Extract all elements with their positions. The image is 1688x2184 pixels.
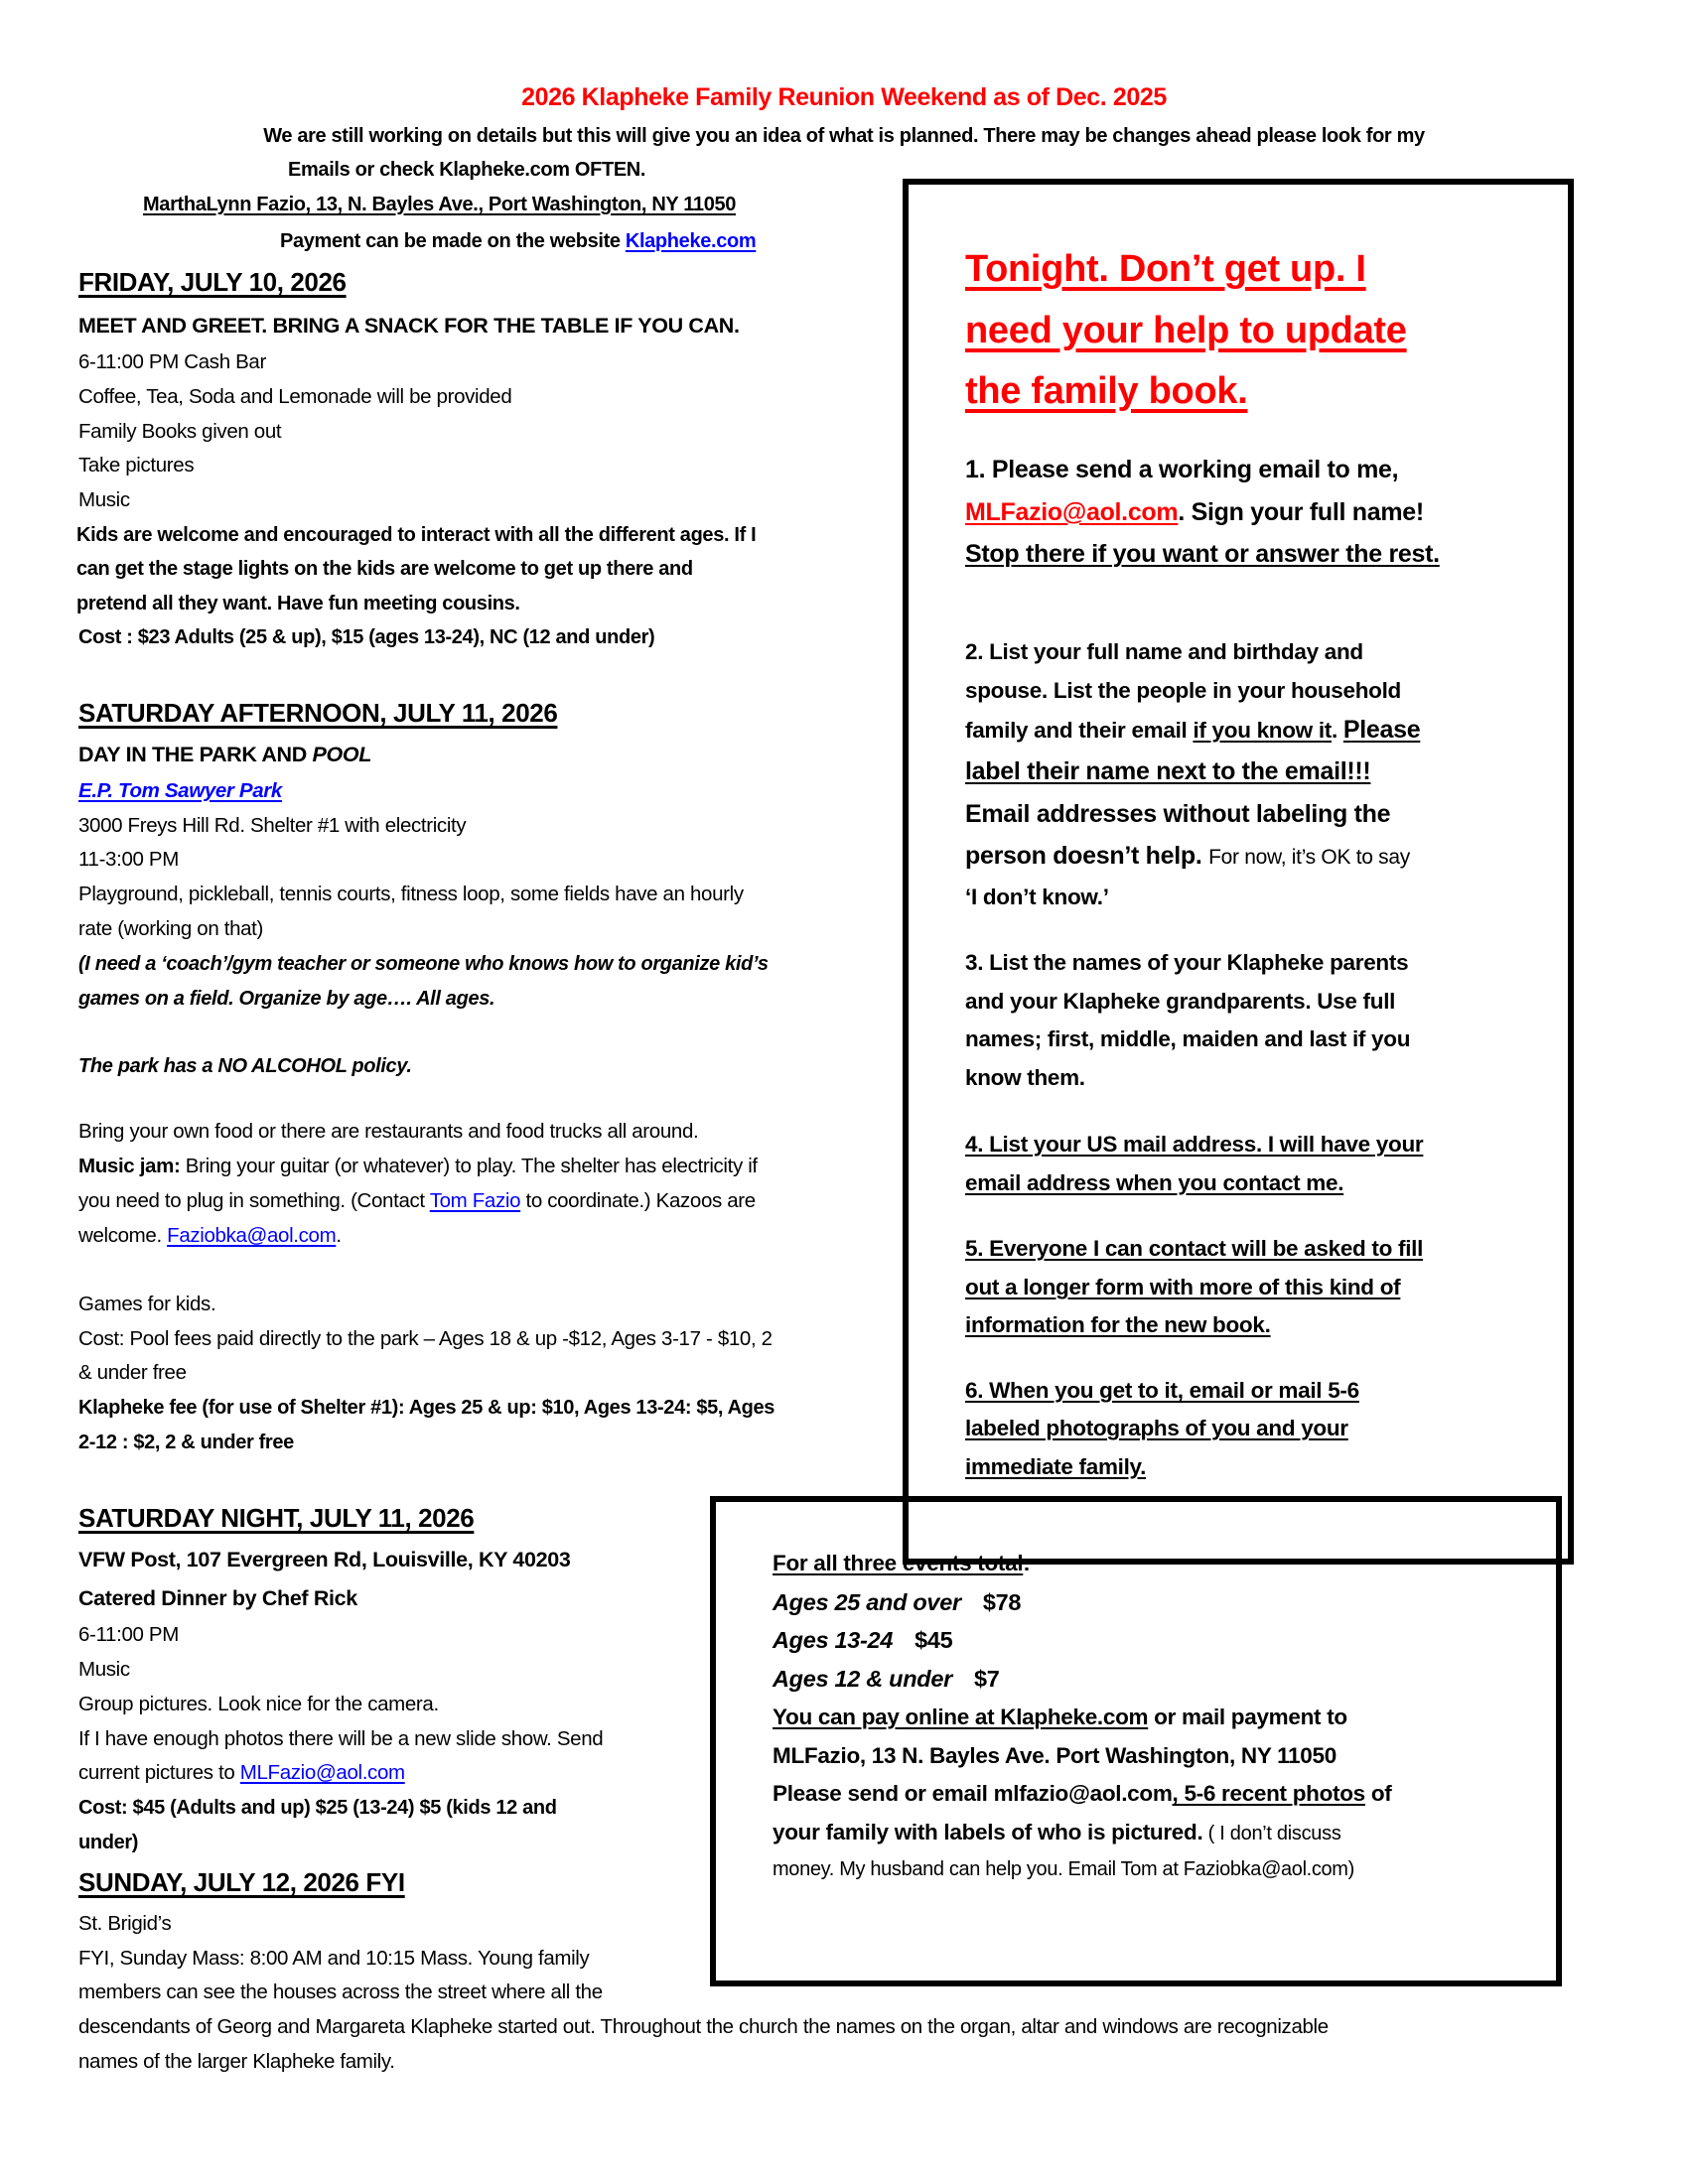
friday-heading: FRIDAY, JULY 10, 2026 xyxy=(78,267,347,297)
family-book-headline-1: Tonight. Don’t get up. I xyxy=(965,248,1366,290)
sunday-line-3: descendants of Georg and Margareta Klapheke started out. Throughout the church the names on the organ, altar and windows are recognizable xyxy=(78,2015,1329,2038)
music-jam-text: Bring your guitar (or whatever) to play. The shelter has electricity if xyxy=(180,1155,758,1177)
coach-request-line-2: games on a field. Organize by age…. All ages. xyxy=(78,988,495,1010)
pool-cost-line-1: Cost: Pool fees paid directly to the park – Ages 18 & up -$12, Ages 3-17 - $10, 2 xyxy=(78,1327,773,1350)
intro-line-2: Emails or check Klapheke.com OFTEN. xyxy=(288,159,646,181)
friday-line: Take pictures xyxy=(78,454,195,477)
dinner-time: 6-11:00 PM xyxy=(78,1623,179,1646)
item-2-text: person doesn’t help. xyxy=(965,842,1209,870)
group-pictures: Group pictures. Look nice for the camera. xyxy=(78,1693,439,1715)
no-alcohol-policy: The park has a NO ALCOHOL policy. xyxy=(78,1055,412,1077)
payment-note-text: Payment can be made on the website xyxy=(280,230,626,252)
item-2-underlined: if you know it xyxy=(1193,718,1332,743)
sunday-line-4: names of the larger Klapheke family. xyxy=(78,2050,395,2073)
park-amenities-line-2: rate (working on that) xyxy=(78,917,263,940)
photos-prefix: Please send or email mlfazio@aol.com xyxy=(773,1781,1173,1806)
sunday-line-1: FYI, Sunday Mass: 8:00 AM and 10:15 Mass. Young family xyxy=(78,1947,590,1970)
item-2-please: Please xyxy=(1342,716,1421,744)
music-jam-text: . xyxy=(336,1224,342,1247)
tom-fazio-link[interactable]: Tom Fazio xyxy=(429,1189,521,1212)
mlfazio-email-link[interactable]: MLFazio@aol.com xyxy=(239,1761,405,1784)
music-jam-text: welcome. xyxy=(78,1224,168,1247)
dinner-cost-line-2: under) xyxy=(78,1832,139,1853)
total-label xyxy=(773,1549,1030,1578)
subheading-text: DAY IN THE PARK AND xyxy=(78,743,313,766)
music-jam-line-2 xyxy=(78,1188,756,1214)
labels-note: ( I don’t discuss xyxy=(1202,1823,1341,1844)
shelter-fee-line-1: Klapheke fee (for use of Shelter #1): Ages 25 & up: $10, Ages 13-24: $5, Ages xyxy=(78,1397,775,1419)
price-row xyxy=(773,1587,1021,1617)
item-2-line-6 xyxy=(965,841,1410,873)
dinner-music: Music xyxy=(78,1658,130,1681)
friday-kids-line: can get the stage lights on the kids are welcome to get up there and xyxy=(76,558,693,580)
friday-kids-line: Kids are welcome and encouraged to interact with all the different ages. If I xyxy=(76,524,757,546)
music-jam-text: to coordinate.) Kazoos are xyxy=(520,1189,756,1212)
price-amount: $78 xyxy=(982,1589,1022,1615)
item-2-line-4: label their name next to the email!!! xyxy=(965,757,1371,785)
family-book-headline-3: the family book. xyxy=(965,370,1248,412)
friday-cost: Cost : $23 Adults (25 & up), $15 (ages 13-24), NC (12 and under) xyxy=(78,626,655,648)
item-3-line: know them. xyxy=(965,1065,1085,1090)
mlfazio-red-email-link[interactable]: MLFazio@aol.com xyxy=(965,498,1179,526)
faziobka-email-link[interactable]: Faziobka@aol.com xyxy=(167,1224,337,1247)
labels-line xyxy=(773,1818,1341,1848)
park-address: 3000 Freys Hill Rd. Shelter #1 with electricity xyxy=(78,814,467,837)
page-title: 2026 Klapheke Family Reunion Weekend as of Dec. 2025 xyxy=(521,83,1167,111)
photos-line xyxy=(773,1779,1391,1809)
saturday-night-heading: SATURDAY NIGHT, JULY 11, 2026 xyxy=(78,1503,475,1533)
item-1-text: . Sign your full name! xyxy=(1178,498,1424,526)
item-6-line: immediate family. xyxy=(965,1454,1147,1479)
item-3-line: and your Klapheke grandparents. Use full xyxy=(965,989,1396,1014)
price-amount: $45 xyxy=(914,1627,953,1653)
item-5-line: out a longer form with more of this kind of xyxy=(965,1275,1401,1299)
photos-underlined: , 5-6 recent photos xyxy=(1172,1781,1365,1806)
item-2-small: For now, it’s OK to say xyxy=(1208,846,1410,869)
price-amount: $7 xyxy=(973,1666,1000,1692)
friday-kids-line: pretend all they want. Have fun meeting cousins. xyxy=(76,593,520,614)
sunday-line-2: members can see the houses across the street where all the xyxy=(78,1980,603,2003)
friday-line: Family Books given out xyxy=(78,420,282,443)
organizer-address: MarthaLynn Fazio, 13, N. Bayles Ave., Port Washington, NY 11050 xyxy=(143,194,737,215)
pay-online-text[interactable]: You can pay online at Klapheke.com xyxy=(773,1705,1149,1729)
item-1-line-3: Stop there if you want or answer the rest. xyxy=(965,540,1440,568)
sunday-heading: SUNDAY, JULY 12, 2026 FYI xyxy=(78,1867,405,1897)
coach-request-line-1: (I need a ‘coach’/gym teacher or someone who knows how to organize kid’s xyxy=(78,953,769,975)
klapheke-website-link[interactable]: Klapheke.com xyxy=(625,230,757,252)
tom-sawyer-park-link[interactable]: E.P. Tom Sawyer Park xyxy=(78,779,282,802)
catered-dinner: Catered Dinner by Chef Rick xyxy=(78,1586,357,1610)
park-time: 11-3:00 PM xyxy=(78,848,179,871)
item-2-line-7: ‘I don’t know.’ xyxy=(965,885,1109,909)
pay-online-line xyxy=(773,1703,1347,1732)
item-6-line: labeled photographs of you and your xyxy=(965,1416,1348,1440)
labels-bold: your family with labels of who is pictured. xyxy=(773,1820,1203,1844)
item-2-line-5: Email addresses without labeling the xyxy=(965,800,1391,828)
price-label: Ages 25 and over xyxy=(773,1589,961,1615)
price-label: Ages 13-24 xyxy=(773,1627,894,1653)
church-name: St. Brigid’s xyxy=(78,1912,172,1935)
item-2-line-1: 2. List your full name and birthday and xyxy=(965,639,1363,664)
pay-online-suffix: or mail payment to xyxy=(1148,1705,1347,1729)
music-jam-line-3 xyxy=(78,1223,342,1249)
item-4-line: 4. List your US mail address. I will have your xyxy=(965,1132,1424,1157)
intro-line-1: We are still working on details but this will give you an idea of what is planned. There may be changes ahead please look for my xyxy=(263,125,1425,147)
mail-address: MLFazio, 13 N. Bayles Ave. Port Washington, NY 11050 xyxy=(773,1743,1336,1768)
item-3-line: names; first, middle, maiden and last if you xyxy=(965,1026,1411,1051)
subheading-pool: POOL xyxy=(312,743,372,766)
park-amenities-line-1: Playground, pickleball, tennis courts, fitness loop, some fields have an hourly xyxy=(78,883,744,905)
friday-subheading: MEET AND GREET. BRING A SNACK FOR THE TABLE IF YOU CAN. xyxy=(78,314,740,338)
item-2-line-3 xyxy=(965,715,1420,746)
item-6-line: 6. When you get to it, email or mail 5-6 xyxy=(965,1378,1359,1403)
item-4-line: email address when you contact me. xyxy=(965,1170,1344,1195)
item-1-line-2 xyxy=(965,497,1424,527)
shelter-fee-line-2: 2-12 : $2, 2 & under free xyxy=(78,1432,294,1453)
money-note: money. My husband can help you. Email Tom at Faziobka@aol.com) xyxy=(773,1858,1354,1880)
slideshow-line-1: If I have enough photos there will be a new slide show. Send xyxy=(78,1727,604,1750)
music-jam-label: Music jam: xyxy=(78,1155,181,1177)
saturday-afternoon-subheading xyxy=(78,742,371,767)
friday-line: 6-11:00 PM Cash Bar xyxy=(78,350,266,373)
music-jam-text: you need to plug in something. (Contact xyxy=(78,1189,430,1212)
slideshow-line-2 xyxy=(78,1760,405,1786)
item-2-text: . xyxy=(1331,718,1343,743)
games-note: Games for kids. xyxy=(78,1293,216,1315)
price-row xyxy=(773,1664,1000,1694)
item-2-text: family and their email xyxy=(965,718,1194,743)
price-label: Ages 12 & under xyxy=(773,1666,952,1692)
total-label-text: For all three events total xyxy=(773,1551,1024,1575)
item-5-line: information for the new book. xyxy=(965,1312,1271,1337)
photos-suffix: of xyxy=(1364,1781,1392,1806)
friday-line: Music xyxy=(78,488,130,511)
slideshow-text: current pictures to xyxy=(78,1761,240,1784)
venue-address: VFW Post, 107 Evergreen Rd, Louisville, KY 40203 xyxy=(78,1548,571,1571)
item-5-line: 5. Everyone I can contact will be asked to fill xyxy=(965,1236,1424,1261)
saturday-afternoon-heading: SATURDAY AFTERNOON, JULY 11, 2026 xyxy=(78,698,558,728)
food-note: Bring your own food or there are restaurants and food trucks all around. xyxy=(78,1120,699,1143)
friday-line: Coffee, Tea, Soda and Lemonade will be provided xyxy=(78,385,512,408)
total-label-colon: : xyxy=(1023,1551,1031,1575)
item-3-line: 3. List the names of your Klapheke parents xyxy=(965,950,1409,975)
music-jam-line-1 xyxy=(78,1154,758,1179)
family-book-headline-2: need your help to update xyxy=(965,310,1407,351)
price-row xyxy=(773,1625,952,1655)
pool-cost-line-2: & under free xyxy=(78,1361,187,1384)
item-2-line-2: spouse. List the people in your household xyxy=(965,678,1401,703)
item-1-line-1: 1. Please send a working email to me, xyxy=(965,456,1399,483)
payment-note xyxy=(280,228,756,254)
dinner-cost-line-1: Cost: $45 (Adults and up) $25 (13-24) $5 (kids 12 and xyxy=(78,1797,557,1819)
